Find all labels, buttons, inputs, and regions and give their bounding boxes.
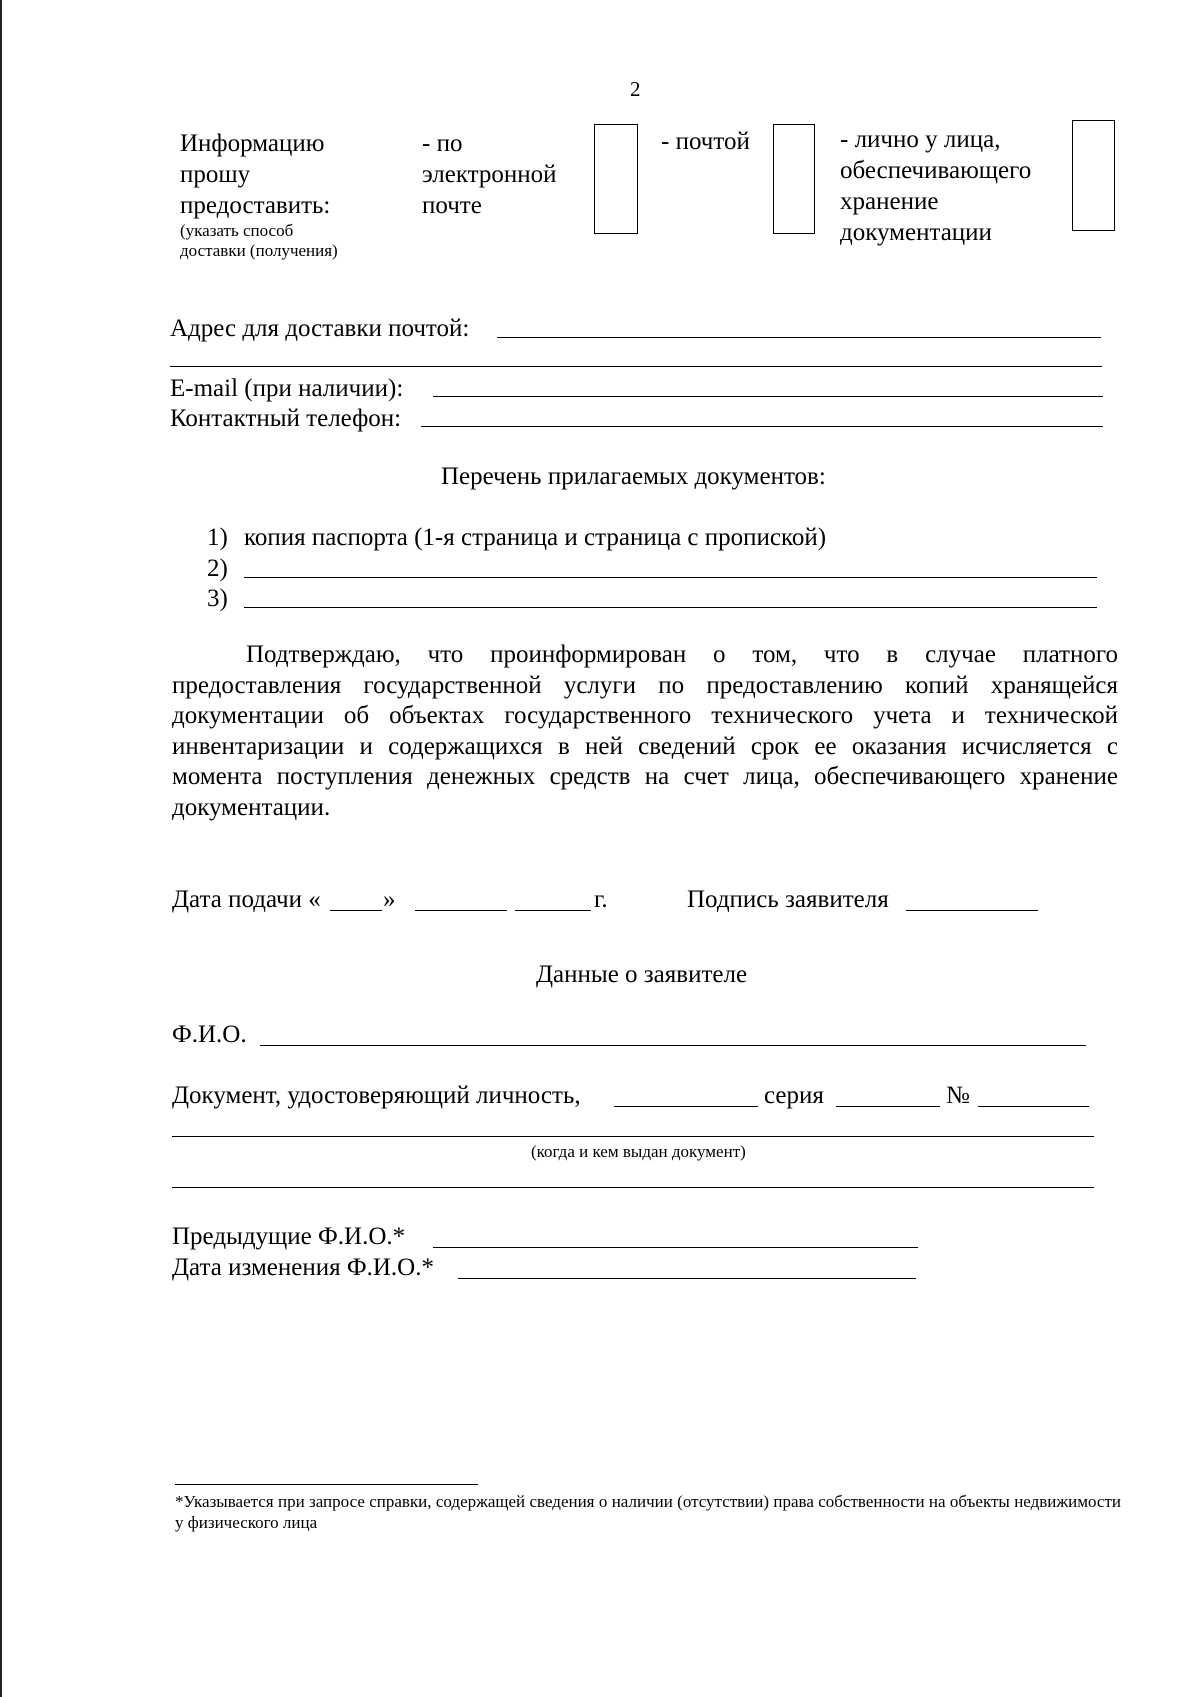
id-document-type-field[interactable] [614,1106,758,1107]
attachment-number: 2) [207,555,228,582]
year-suffix: г. [594,886,608,913]
attachment-number: 1) [207,524,228,551]
delivery-hint [180,221,338,261]
confirmation-paragraph: Подтверждаю, что проинформирован о том, что в случае платного предоставления государственной услуги по предоставлению копий хранящейся документации об объектах государственного технического учета и технической инвентаризации и содержащихся в ней сведений срок ее оказания исчисляется с момента поступления денежных средств на счет лица, обеспечивающего хранение документации. [172,641,1118,821]
delivery-label-line: Информацию [180,130,325,157]
issued-field[interactable] [172,1136,1094,1137]
option-email-label [422,128,557,221]
phone-label: Контактный телефон: [170,405,402,432]
id-document-label: Документ, удостоверяющий личность, [172,1082,581,1109]
attachments-heading: Перечень прилагаемых документов: [441,463,826,490]
signature-field[interactable] [906,910,1038,911]
delivery-label [180,128,330,221]
phone-field[interactable] [421,426,1103,427]
submission-date-close: » [383,886,396,913]
option-post-checkbox[interactable] [773,124,815,234]
submission-month-field[interactable] [415,910,507,911]
option-personal-line: документации [840,219,992,246]
option-email-line: электронной [422,161,557,188]
attachment-field[interactable] [244,607,1097,608]
option-personal-line: - лично у лица, [840,126,1001,153]
fio-change-date-label: Дата изменения Ф.И.О.* [172,1254,434,1281]
option-email-checkbox[interactable] [594,124,638,234]
previous-fio-field[interactable] [433,1247,918,1248]
submission-day-field[interactable] [330,910,382,911]
address-field-line-2[interactable] [170,366,1102,367]
delivery-hint-line: (указать способ [180,221,294,240]
option-post-label: - почтой [661,128,750,155]
signature-label: Подпись заявителя [687,886,889,913]
number-field[interactable] [978,1106,1089,1107]
submission-year-field[interactable] [515,910,591,911]
email-label: E-mail (при наличии): [170,375,404,402]
address-field[interactable] [497,337,1101,338]
email-field[interactable] [433,396,1103,397]
previous-fio-label: Предыдущие Ф.И.О.* [172,1223,406,1250]
fio-field[interactable] [260,1045,1086,1046]
attachment-text: копия паспорта (1-я страница и страница с пропиской) [244,524,827,551]
delivery-label-line: прошу [180,161,251,188]
page-edge [0,0,2,1697]
issued-field-line-2[interactable] [172,1187,1094,1188]
option-email-line: почте [422,192,482,219]
page-number: 2 [630,77,641,101]
submission-date-label: Дата подачи « [172,886,321,913]
delivery-label-line: предоставить: [180,192,331,219]
applicant-heading: Данные о заявителе [536,961,748,988]
series-label: серия [764,1082,824,1109]
option-email-line: - по [422,130,463,157]
issued-hint: (когда и кем выдан документ) [531,1142,746,1161]
fio-label: Ф.И.О. [172,1021,247,1048]
footnote: *Указывается при запросе справки, содержащей сведения о наличии (отсутствии) права собственности на объекты недвижимости у физического лица [175,1492,1121,1532]
address-label: Адрес для доставки почтой: [170,315,470,342]
delivery-hint-line: доставки (получения) [180,241,338,260]
number-label: № [946,1082,970,1109]
option-personal-label [840,124,1031,248]
option-personal-checkbox[interactable] [1072,120,1115,231]
fio-change-date-field[interactable] [458,1278,916,1279]
attachment-field[interactable] [244,577,1097,578]
attachment-number: 3) [207,585,228,612]
option-personal-line: обеспечивающего [840,157,1032,184]
footnote-separator [175,1484,478,1485]
series-field[interactable] [836,1106,940,1107]
option-personal-line: хранение [840,188,939,215]
